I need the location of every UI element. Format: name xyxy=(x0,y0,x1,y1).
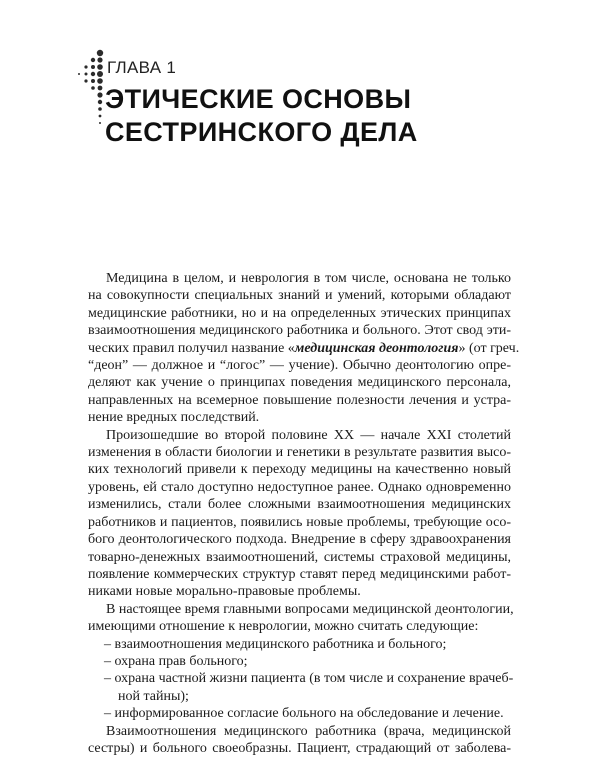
text-line: никами новые морально-правовые проблемы. xyxy=(88,584,361,600)
text-line: Произошедшие во второй половине XX — начале XXI столетий xyxy=(106,427,511,443)
text-line: взаимоотношения медицинского работника и больного. Этот свод эти- xyxy=(88,323,511,339)
text-line: В настоящее время главными вопросами медицинской деонтологии, xyxy=(106,601,514,617)
list-item: – взаимоотношения медицинского работника и больного; xyxy=(104,636,447,652)
body-text xyxy=(88,270,520,757)
text-line: изменения в области биологии и генетики в результате развития высо- xyxy=(88,445,511,461)
list-item: – охрана прав больного; xyxy=(104,653,248,669)
text-line: деляют как учение о принципах поведения медицинского персонала, xyxy=(88,375,511,391)
text-line: работников и пациентов, появились новые проблемы, требующие осо- xyxy=(88,514,511,530)
text-line: имеющими отношение к неврологии, можно считать следующие: xyxy=(88,619,479,635)
term-emphasis: медицинская деонтология xyxy=(294,340,459,356)
text-line: появление коммерческих структур ставят перед медицинскими работ- xyxy=(88,566,511,582)
text-line: изменились, стали более сложными взаимоотношения медицинских xyxy=(88,497,511,513)
list-item: – охрана частной жизни пациента (в том числе и сохранение врачеб- xyxy=(104,671,514,687)
text-line: сестры) и больного своеобразны. Пациент, страдающий от заболева- xyxy=(88,740,511,756)
text-line: направленных на всемерное повышение полезности лечения и устра- xyxy=(88,392,511,408)
chapter-title-line-1: ЭТИЧЕСКИЕ ОСНОВЫ xyxy=(105,84,412,114)
text-line: “деон” — должное и “логос” — учение). Обычно деонтологию опре- xyxy=(88,358,511,374)
chapter-title xyxy=(105,83,418,149)
text-line: медицинские работники, но и на определенных этических принципах xyxy=(88,305,511,321)
text-line: ческих правил получил название «медицинская деонтология» (от греч. xyxy=(88,340,520,356)
text-line: ких технологий привели к переходу медицины на качественно новый xyxy=(88,462,511,478)
chapter-title-line-2: СЕСТРИНСКОГО ДЕЛА xyxy=(105,117,418,147)
text-line: Медицина в целом, и неврология в том числе, основана не только xyxy=(106,271,511,286)
text-line: бого деонтологического подхода. Внедрение в сферу здравоохранения xyxy=(88,532,511,548)
text-line: товарно-денежных взаимоотношений, системы страховой медицины, xyxy=(88,549,511,565)
list-item: – информированное согласие больного на обследование и лечение. xyxy=(104,706,504,722)
chapter-label: ГЛАВА 1 xyxy=(107,58,177,77)
text-line: Взаимоотношения медицинского работника (врача, медицинской xyxy=(106,723,511,739)
text-line: уровень, ей стало доступно недоступное ранее. Однако одновременно xyxy=(88,479,511,495)
text-line: на совокупности специальных знаний и умений, которыми обладают xyxy=(88,288,511,304)
text-line: нение вредных последствий. xyxy=(88,410,260,426)
list-item-continuation: ной тайны); xyxy=(118,688,189,704)
